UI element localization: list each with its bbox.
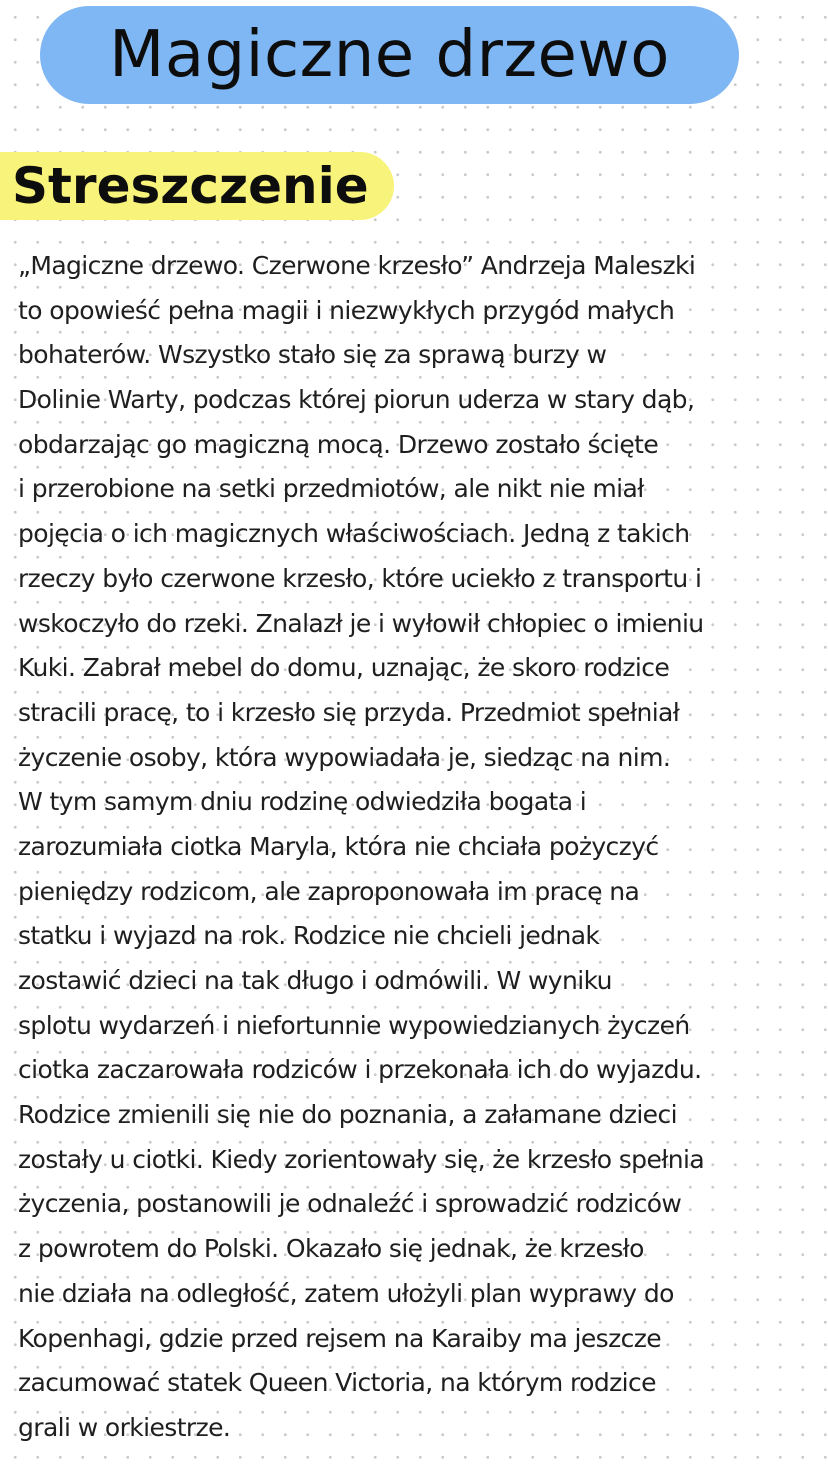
heading-highlight — [0, 152, 394, 220]
text-line: splotu wydarzeń i niefortunnie wypowiedzianych życzeń — [18, 1010, 690, 1040]
text-line: rzeczy było czerwone krzesło, które uciekło z transportu i — [18, 563, 702, 593]
text-line: życzenie osoby, która wypowiadała je, siedząc na nim. — [18, 742, 671, 772]
text-line: grali w orkiestrze. — [18, 1412, 231, 1442]
section-heading: Streszczenie — [12, 157, 369, 215]
text-line: Kuki. Zabrał mebel do domu, uznając, że skoro rodzice — [18, 653, 670, 683]
text-line: pieniędzy rodzicom, ale zaproponowała im pracę na — [18, 876, 640, 906]
text-line: wskoczyło do rzeki. Znalazł je i wyłowił chłopiec o imieniu — [18, 608, 704, 638]
summary-text — [18, 244, 808, 1451]
text-line: bohaterów. Wszystko stało się za sprawą burzy w — [18, 340, 607, 370]
title-highlight — [40, 6, 739, 104]
text-line: życzenia, postanowili je odnaleźć i sprowadzić rodziców — [18, 1189, 682, 1219]
text-line: zostawić dzieci na tak długo i odmówili. W wyniku — [18, 966, 612, 995]
text-line: nie działa na odległość, zatem ułożyli plan wyprawy do — [18, 1278, 674, 1308]
text-line: i przerobione na setki przedmiotów, ale nikt nie miał — [18, 474, 644, 504]
text-line: zarozumiała ciotka Maryla, która nie chciała pożyczyć — [18, 831, 659, 861]
text-line: to opowieść pełna magii i niezwykłych przygód małych — [18, 295, 675, 325]
text-line: zacumować statek Queen Victoria, na którym rodzice — [18, 1368, 656, 1398]
page-title: Magiczne drzewo — [109, 18, 670, 92]
text-line: Dolinie Warty, podczas której piorun uderza w stary dąb, — [18, 385, 695, 415]
text-line: „Magiczne drzewo. Czerwone krzesło” Andrzeja Maleszki — [18, 251, 696, 280]
text-line: W tym samym dniu rodzinę odwiedziła bogata i — [18, 787, 587, 817]
text-line: pojęcia o ich magicznych właściwościach. Jedną z takich — [18, 519, 690, 549]
text-line: obdarzając go magiczną mocą. Drzewo zostało ścięte — [18, 429, 659, 459]
text-line: zostały u ciotki. Kiedy zorientowały się, że krzesło spełnia — [18, 1144, 705, 1174]
text-line: Kopenhagi, gdzie przed rejsem na Karaiby ma jeszcze — [18, 1323, 662, 1353]
text-line: stracili pracę, to i krzesło się przyda. Przedmiot spełniał — [18, 697, 680, 727]
text-line: z powrotem do Polski. Okazało się jednak, że krzesło — [18, 1234, 644, 1264]
text-line: Rodzice zmienili się nie do poznania, a załamane dzieci — [18, 1100, 677, 1130]
text-line: statku i wyjazd na rok. Rodzice nie chcieli jednak — [18, 921, 600, 951]
text-line: ciotka zaczarowała rodziców i przekonała ich do wyjazdu. — [18, 1055, 702, 1085]
